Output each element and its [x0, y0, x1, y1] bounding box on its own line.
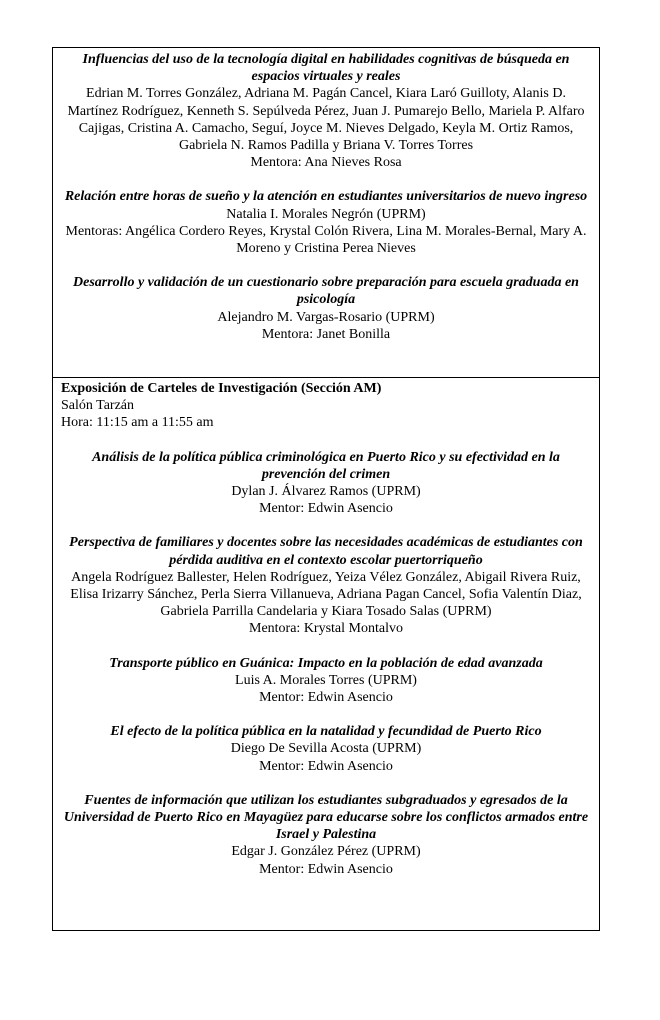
table-cell-previous-session: [53, 48, 599, 378]
presentation-title: Desarrollo y validación de un cuestionario sobre preparación para escuela graduada en psicología: [73, 275, 579, 308]
presentation-title: Perspectiva de familiares y docentes sobre las necesidades académicas de estudiantes con pérdida auditiva en el contexto escolar puertorriqueño: [69, 535, 583, 568]
presentation-title: Relación entre horas de sueño y la atención en estudiantes universitarios de nuevo ingreso: [64, 189, 588, 205]
presentation-entry: [61, 51, 591, 171]
presentation-authors: Edgar J. González Pérez (UPRM): [231, 844, 421, 860]
presentation-mentor: Mentor: Edwin Asencio: [259, 758, 393, 774]
session-header: [61, 380, 591, 432]
presentation-title: Fuentes de información que utilizan los estudiantes subgraduados y egresados de la Universidad de Puerto Rico en Mayagüez para educarse sobre los conflictos armados entre Israel y Palestina: [63, 792, 589, 843]
presentation-mentor: Mentor: Edwin Asencio: [259, 501, 393, 517]
session-title: Exposición de Carteles de Investigación (Sección AM): [61, 381, 382, 396]
presentation-authors: Natalia I. Morales Negrón (UPRM): [226, 206, 426, 222]
presentation-mentor: Mentoras: Angélica Cordero Reyes, Krystal Colón Rivera, Lina M. Morales-Bernal, Mary A. Moreno y Cristina Perea Nieves: [65, 223, 587, 257]
presentation-title: Análisis de la política pública criminológica en Puerto Rico y su efectividad en la prevención del crimen: [92, 449, 560, 482]
presentation-title: Influencias del uso de la tecnología digital en habilidades cognitivas de búsqueda en espacios virtuales y reales: [82, 52, 570, 85]
presentation-title: Transporte público en Guánica: Impacto en la población de edad avanzada: [109, 655, 543, 671]
program-table: [52, 47, 600, 931]
presentation-title: El efecto de la política pública en la natalidad y fecundidad de Puerto Rico: [110, 724, 542, 740]
table-cell-poster-session: [53, 378, 599, 930]
presentation-entry: [61, 792, 591, 878]
presentation-entry: [61, 534, 591, 637]
session-room: Salón Tarzán: [61, 398, 135, 414]
presentation-mentor: Mentor: Edwin Asencio: [259, 690, 393, 706]
presentation-mentor: Mentor: Edwin Asencio: [259, 861, 393, 877]
presentation-authors: Dylan J. Álvarez Ramos (UPRM): [231, 484, 421, 500]
presentation-entry: [61, 188, 591, 257]
presentation-mentor: Mentora: Janet Bonilla: [261, 326, 391, 342]
session-time: Hora: 11:15 am a 11:55 am: [61, 415, 214, 431]
presentation-authors: Alejandro M. Vargas-Rosario (UPRM): [217, 309, 435, 325]
presentation-entry: [61, 274, 591, 343]
presentation-entry: [61, 723, 591, 775]
presentation-authors: Diego De Sevilla Acosta (UPRM): [230, 741, 422, 757]
presentation-authors: Edrian M. Torres González, Adriana M. Pagán Cancel, Kiara Laró Guilloty, Alanis D. Martínez Rodríguez, Kenneth S. Sepúlveda Pérez, Juan J. Pumarejo Bello, Mariela P. Alfaro Cajigas, Cristina A. Camacho, Seguí, Joyce M. Nieves Delgado, Keyla M. Ortiz Ramos, Gabriela N. Ramos Padilla y Briana V. Torres Torres: [67, 86, 585, 154]
presentation-entry: [61, 449, 591, 518]
presentation-authors: Angela Rodríguez Ballester, Helen Rodríguez, Yeiza Vélez González, Abigail Rivera Ruiz, Elisa Irizarry Sánchez, Perla Sierra Villanueva, Adriana Pagan Cancel, Sofia Valentín Diaz, Gabriela Parrilla Candelaria y Kiara Tosado Salas (UPRM): [70, 569, 582, 620]
presentation-mentor: Mentora: Ana Nieves Rosa: [250, 155, 402, 171]
presentation-authors: Luis A. Morales Torres (UPRM): [235, 672, 417, 688]
presentation-mentor: Mentora: Krystal Montalvo: [249, 621, 403, 637]
presentation-entry: [61, 655, 591, 707]
